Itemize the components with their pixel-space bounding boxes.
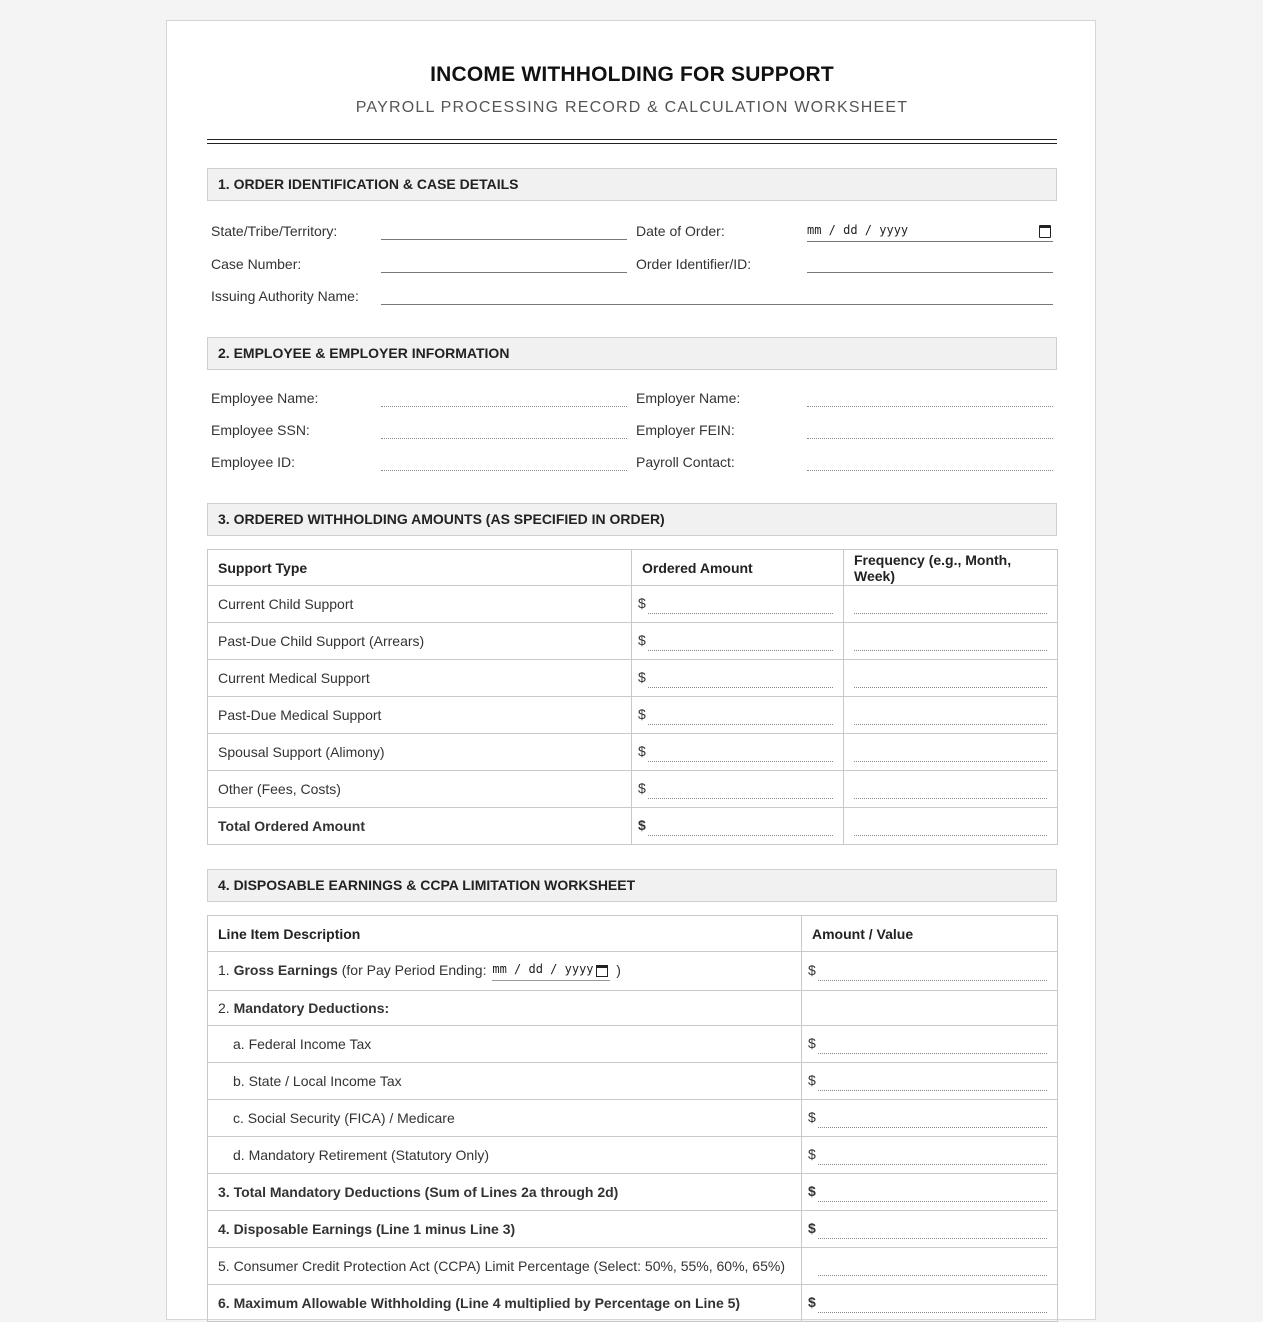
employee-id-input[interactable]	[381, 454, 627, 471]
disposable-earnings-row	[208, 1211, 1058, 1248]
deduction-label: d. Mandatory Retirement (Statutory Only)	[208, 1137, 802, 1174]
mandatory-deductions-label: Mandatory Deductions:	[233, 1000, 390, 1016]
max-allowable-input[interactable]	[818, 1312, 1047, 1313]
pay-period-date-placeholder: mm / dd / yyyy	[492, 961, 594, 976]
document-subtitle: PAYROLL PROCESSING RECORD & CALCULATION WORKSHEET	[355, 99, 909, 116]
employer-name-label: Employer Name:	[636, 390, 741, 406]
total-mandatory-row	[208, 1174, 1058, 1211]
currency-symbol: $	[808, 1220, 816, 1236]
ordered-amount-input[interactable]	[648, 761, 833, 762]
close-paren: )	[616, 961, 621, 978]
employee-ssn-label: Employee SSN:	[211, 422, 310, 438]
frequency-input[interactable]	[854, 761, 1047, 762]
employee-id-label: Employee ID:	[211, 454, 296, 470]
total-mandatory-input[interactable]	[818, 1201, 1047, 1202]
table-row	[208, 660, 1058, 697]
currency-symbol: $	[808, 1035, 816, 1051]
currency-symbol: $	[638, 780, 646, 796]
ordered-amount-input[interactable]	[648, 650, 833, 651]
frequency-input[interactable]	[854, 724, 1047, 725]
gross-earnings-input[interactable]	[818, 980, 1047, 981]
gross-earnings-row	[208, 952, 1058, 991]
ordered-amount-input[interactable]	[648, 798, 833, 799]
ordered-amount-input[interactable]	[648, 613, 833, 614]
gross-earnings-cell	[208, 952, 802, 991]
ccpa-worksheet-table	[207, 915, 1058, 1322]
table-row	[208, 623, 1058, 660]
column-header: Amount / Value	[802, 916, 1058, 952]
table-row	[208, 1100, 1058, 1137]
ccpa-percentage-input[interactable]	[818, 1275, 1047, 1276]
max-allowable-label: 6. Maximum Allowable Withholding (Line 4 multiplied by Percentage on Line 5)	[208, 1285, 802, 1322]
order-id-label: Order Identifier/ID:	[636, 256, 752, 272]
total-row	[208, 808, 1058, 845]
employer-name-input[interactable]	[807, 390, 1053, 407]
table-row	[208, 1026, 1058, 1063]
support-type-cell: Other (Fees, Costs)	[208, 771, 632, 808]
table-row	[208, 771, 1058, 808]
state-tax-input[interactable]	[818, 1090, 1047, 1091]
currency-symbol: $	[808, 1294, 816, 1310]
pay-period-date-input[interactable]	[492, 962, 610, 981]
date-of-order-placeholder: mm / dd / yyyy	[807, 223, 909, 237]
case-number-input[interactable]	[381, 256, 627, 273]
frequency-input[interactable]	[854, 798, 1047, 799]
currency-symbol: $	[808, 1072, 816, 1088]
table-row	[208, 1137, 1058, 1174]
table-row	[208, 586, 1058, 623]
frequency-input[interactable]	[854, 613, 1047, 614]
deduction-label: c. Social Security (FICA) / Medicare	[208, 1100, 802, 1137]
order-id-input[interactable]	[807, 256, 1053, 273]
table-header-row	[208, 550, 1058, 586]
section-4-header: 4. DISPOSABLE EARNINGS & CCPA LIMITATION WORKSHEET	[207, 869, 1057, 902]
authority-input[interactable]	[381, 288, 1053, 305]
table-row	[208, 734, 1058, 771]
column-header: Frequency (e.g., Month, Week)	[844, 550, 1058, 586]
fica-input[interactable]	[818, 1127, 1047, 1128]
line-number: 1.	[218, 961, 234, 978]
total-ordered-input[interactable]	[648, 835, 833, 836]
title-divider	[207, 139, 1057, 144]
retirement-input[interactable]	[818, 1164, 1047, 1165]
column-header: Ordered Amount	[632, 550, 844, 586]
deduction-label: b. State / Local Income Tax	[208, 1063, 802, 1100]
currency-symbol: $	[638, 595, 646, 611]
column-header: Support Type	[208, 550, 632, 586]
withholding-table	[207, 549, 1058, 845]
ordered-amount-input[interactable]	[648, 724, 833, 725]
line-number: 2.	[218, 1000, 234, 1016]
section-1-header: 1. ORDER IDENTIFICATION & CASE DETAILS	[207, 168, 1057, 201]
date-of-order-label: Date of Order:	[636, 223, 725, 239]
calendar-icon[interactable]	[596, 965, 608, 977]
currency-symbol: $	[808, 1109, 816, 1125]
max-allowable-row	[208, 1285, 1058, 1322]
table-row	[208, 697, 1058, 734]
form-page	[166, 20, 1096, 1320]
mandatory-deductions-cell	[208, 991, 802, 1026]
employer-fein-label: Employer FEIN:	[636, 422, 735, 438]
disposable-earnings-label: 4. Disposable Earnings (Line 1 minus Line 3)	[208, 1211, 802, 1248]
empty-cell	[802, 991, 1058, 1026]
pay-period-label: (for Pay Period Ending:	[337, 961, 487, 978]
currency-symbol: $	[638, 632, 646, 648]
employee-name-label: Employee Name:	[211, 390, 319, 406]
employer-fein-input[interactable]	[807, 422, 1053, 439]
support-type-cell: Current Medical Support	[208, 660, 632, 697]
support-type-cell: Current Child Support	[208, 586, 632, 623]
currency-symbol: $	[808, 1183, 816, 1199]
employee-ssn-input[interactable]	[381, 422, 627, 439]
date-of-order-input[interactable]	[807, 223, 1053, 242]
ordered-amount-input[interactable]	[648, 687, 833, 688]
currency-symbol: $	[638, 817, 646, 833]
total-ordered-label: Total Ordered Amount	[208, 808, 632, 845]
frequency-input[interactable]	[854, 687, 1047, 688]
total-frequency-input[interactable]	[854, 835, 1047, 836]
employee-name-input[interactable]	[381, 390, 627, 407]
deduction-label: a. Federal Income Tax	[208, 1026, 802, 1063]
section-2-header: 2. EMPLOYEE & EMPLOYER INFORMATION	[207, 337, 1057, 370]
support-type-cell: Past-Due Child Support (Arrears)	[208, 623, 632, 660]
column-header: Line Item Description	[208, 916, 802, 952]
calendar-icon[interactable]	[1039, 225, 1051, 238]
disposable-earnings-input[interactable]	[818, 1238, 1047, 1239]
ccpa-label: 5. Consumer Credit Protection Act (CCPA) Limit Percentage (Select: 50%, 55%, 60%, 65%)	[208, 1248, 802, 1285]
currency-symbol: $	[808, 962, 816, 978]
mandatory-deductions-row	[208, 991, 1058, 1026]
currency-symbol: $	[638, 743, 646, 759]
state-input[interactable]	[381, 223, 627, 240]
document-title: INCOME WITHHOLDING FOR SUPPORT	[430, 63, 834, 86]
federal-tax-input[interactable]	[818, 1053, 1047, 1054]
state-label: State/Tribe/Territory:	[211, 223, 338, 239]
table-row	[208, 1063, 1058, 1100]
frequency-input[interactable]	[854, 650, 1047, 651]
section-3-header: 3. ORDERED WITHHOLDING AMOUNTS (AS SPECIFIED IN ORDER)	[207, 503, 1057, 536]
support-type-cell: Past-Due Medical Support	[208, 697, 632, 734]
support-type-cell: Spousal Support (Alimony)	[208, 734, 632, 771]
ccpa-row	[208, 1248, 1058, 1285]
total-mandatory-label: 3. Total Mandatory Deductions (Sum of Lines 2a through 2d)	[208, 1174, 802, 1211]
currency-symbol: $	[638, 706, 646, 722]
payroll-contact-input[interactable]	[807, 454, 1053, 471]
currency-symbol: $	[808, 1146, 816, 1162]
currency-symbol: $	[638, 669, 646, 685]
payroll-contact-label: Payroll Contact:	[636, 454, 735, 470]
gross-earnings-label: Gross Earnings	[233, 961, 338, 978]
authority-label: Issuing Authority Name:	[211, 288, 359, 304]
table-header-row	[208, 916, 1058, 952]
case-number-label: Case Number:	[211, 256, 302, 272]
